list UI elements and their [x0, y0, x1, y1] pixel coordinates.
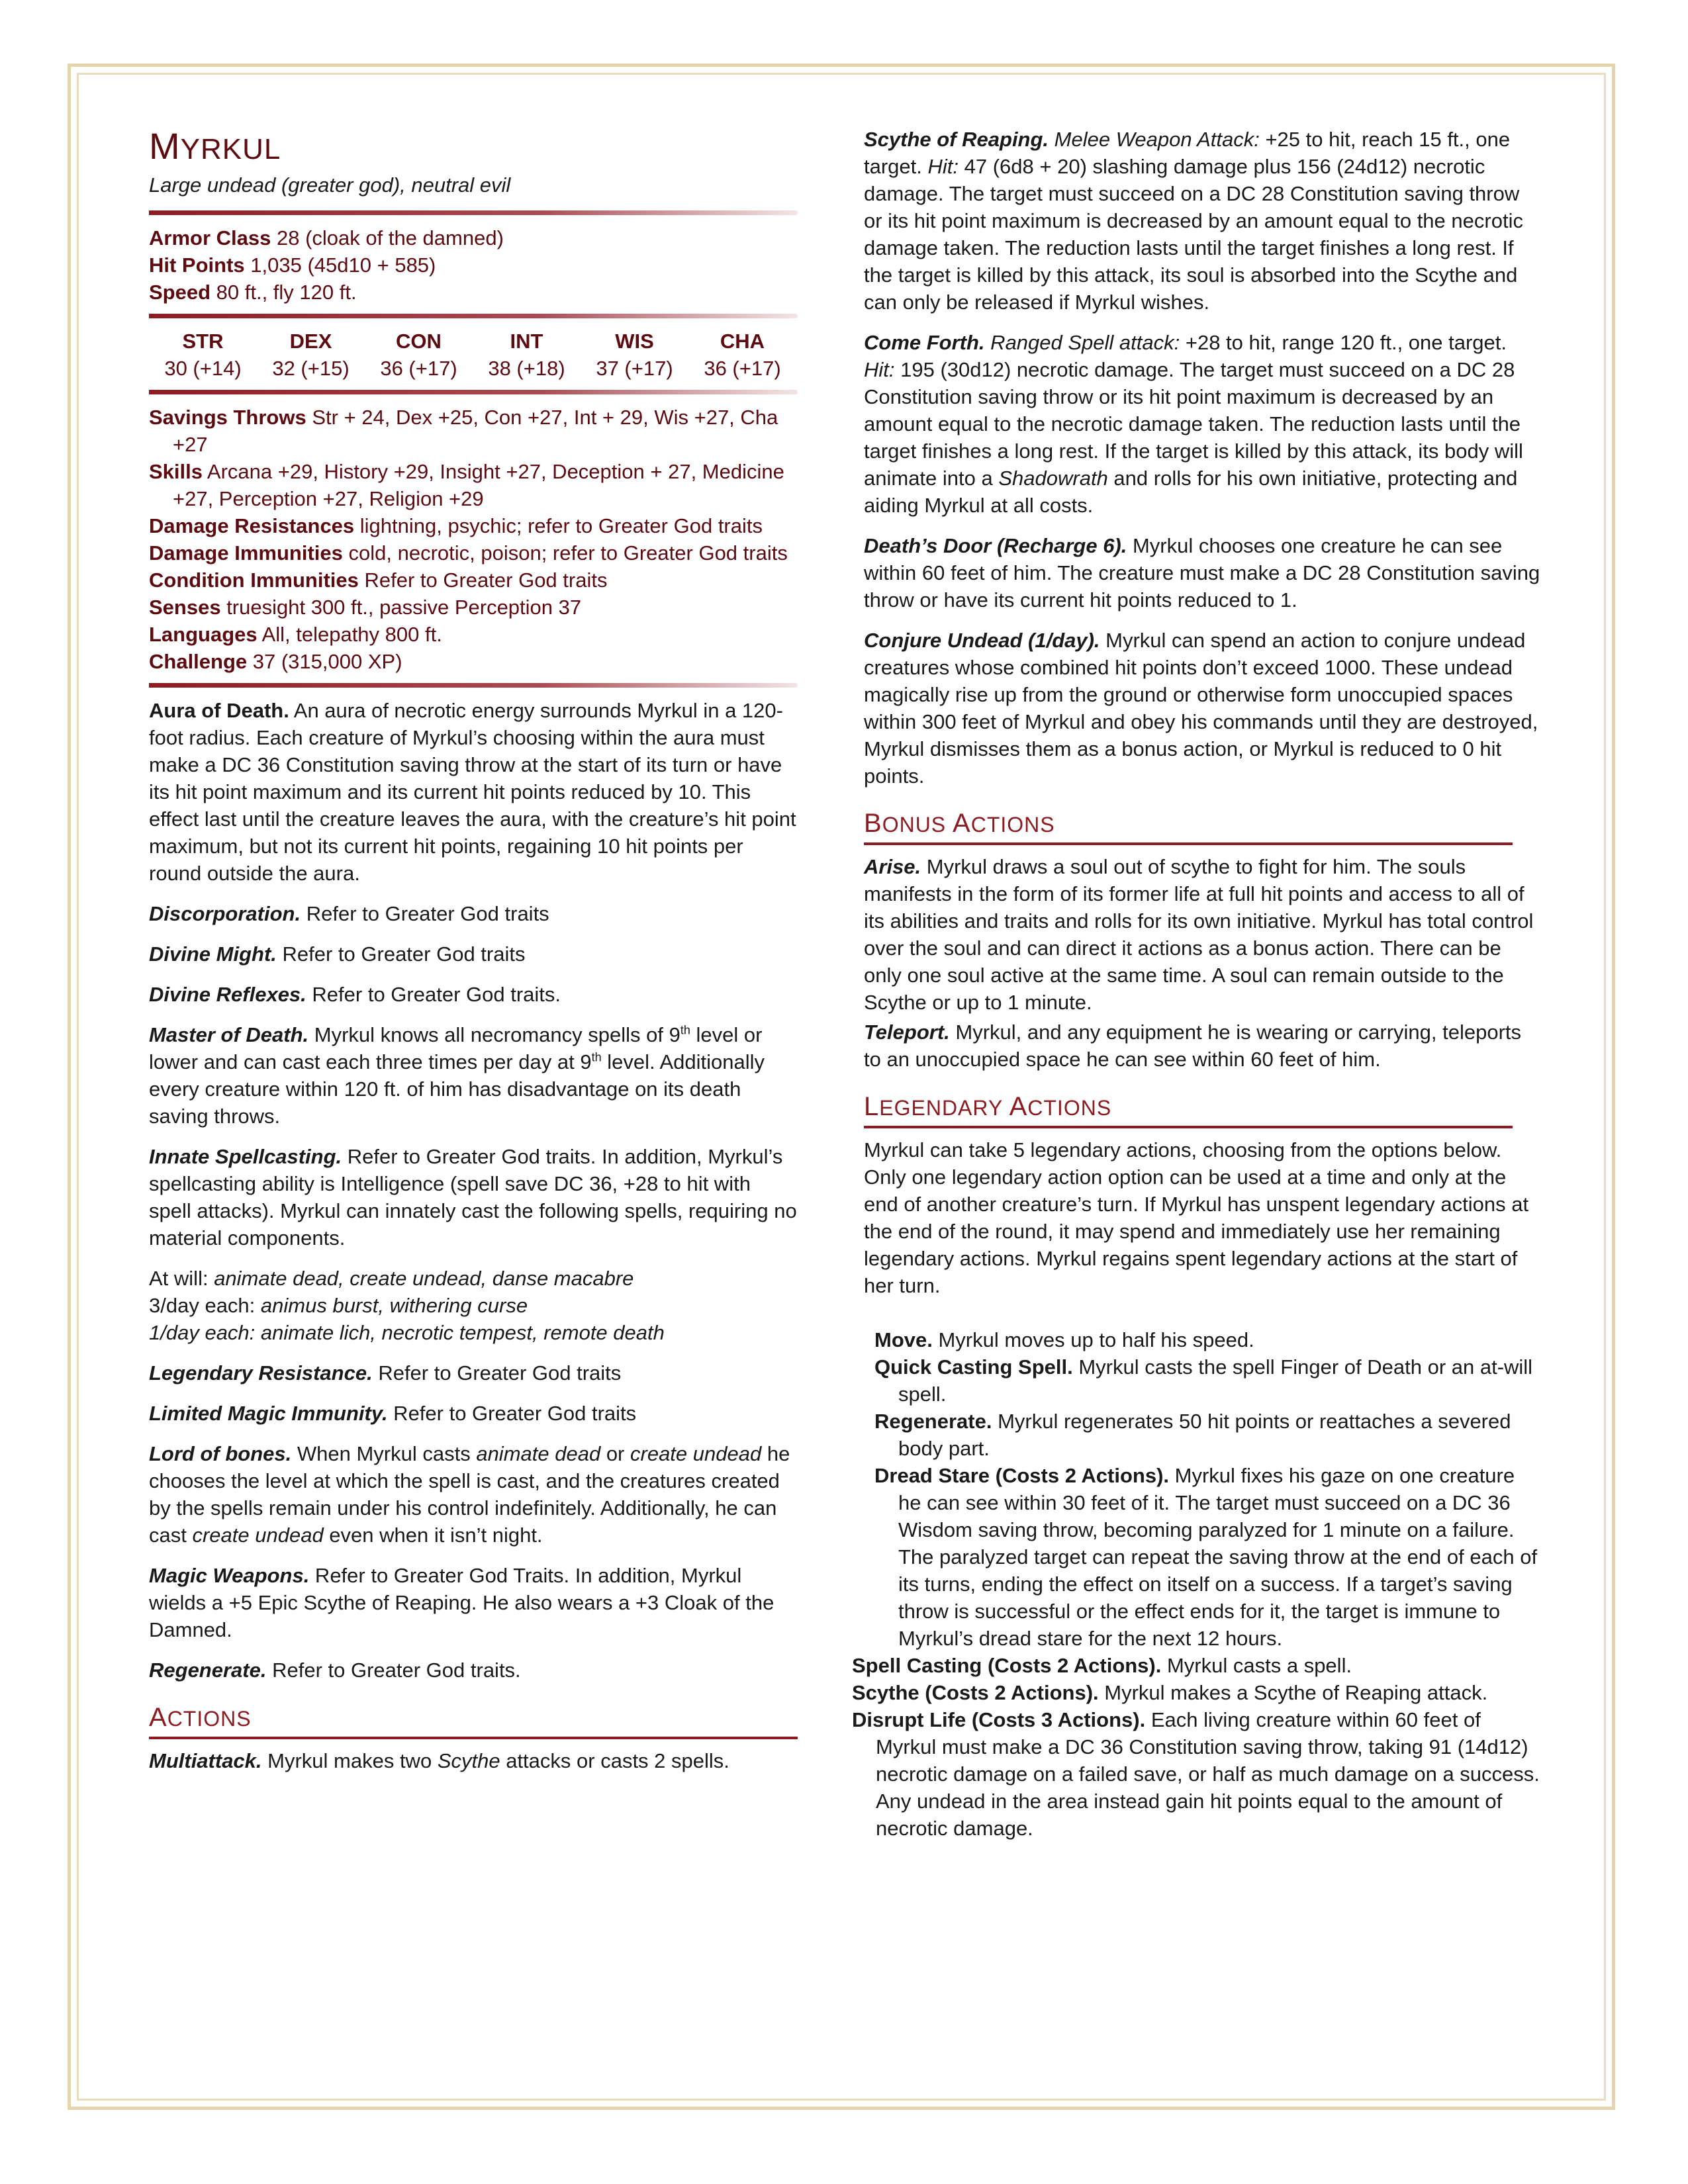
ability-value: 32 (+15)	[272, 357, 350, 380]
trait-magic-weapons: Magic Weapons. Refer to Greater God Traits. In addition, Myrkul wields a +5 Epic Scythe of Reaping. He also wears a +3 Cloak of the Damned.	[149, 1564, 774, 1641]
armor-class: Armor Class 28 (cloak of the damned)	[149, 226, 504, 250]
trait-legendary-resistance: Legendary Resistance. Refer to Greater God traits	[149, 1361, 622, 1385]
trait-divine-reflexes: Divine Reflexes. Refer to Greater God traits.	[149, 983, 561, 1006]
ability-value: 37 (+17)	[596, 357, 673, 380]
legendary-disrupt-life: Disrupt Life (Costs 3 Actions). Each living creature within 60 feet of Myrkul must make a DC 36 Constitution saving throw, taking 91 (14d12) necrotic damage on a failed save, or half as much damage on a success. Any undead in the area instead gain hit points equal to the amount of necrotic damage.	[852, 1708, 1540, 1840]
traits	[149, 697, 798, 1684]
ability-header: WIS	[615, 330, 654, 353]
monster-type: Large undead (greater god), neutral evil	[149, 173, 511, 197]
legendary-regenerate: Regenerate. Myrkul regenerates 50 hit points or reattaches a severed body part.	[874, 1410, 1511, 1460]
divider	[149, 210, 798, 215]
trait-divine-might: Divine Might. Refer to Greater God traits	[149, 942, 526, 966]
damage-resistances: Damage Resistances lightning, psychic; refer to Greater God traits	[149, 514, 763, 537]
ability-values	[149, 355, 798, 382]
action-come-forth: Come Forth. Ranged Spell attack: +28 to hit, range 120 ft., one target. Hit: 195 (30d12) necrotic damage. The target must succeed on a DC 28 Constitution saving throw or its hit point maximum is decreased by an amount equal to the necrotic damage taken. The reduction lasts until the target finishes a long rest. If the target is killed by this attack, its body will animate into a Shadowrath and rolls for his own initiative, protecting and aiding Myrkul at all costs.	[864, 331, 1523, 517]
action-conjure-undead: Conjure Undead (1/day). Myrkul can spend an action to conjure undead creatures whose combined hit points don’t exceed 1000. These undead magically rise up from the ground or otherwise form unoccupied spaces within 300 feet of Myrkul and obey his commands until they are destroyed, Myrkul dismisses them as a bonus action, or Myrkul is reduced to 0 hit points.	[864, 629, 1538, 788]
bonus-arise: Arise. Myrkul draws a soul out of scythe to fight for him. The souls manifests in the form of its former life at full hit points and access to all of its abilities and traits and rolls for its own initiative. Myrkul has total control over the soul and can direct it actions as a bonus action. There can be only one soul active at the same time. A soul can remain outside to the Scythe or up to 1 minute.	[864, 855, 1534, 1014]
right-column	[852, 126, 1542, 1842]
legendary-scythe: Scythe (Costs 2 Actions). Myrkul makes a Scythe of Reaping attack.	[852, 1681, 1488, 1704]
senses: Senses truesight 300 ft., passive Perception 37	[149, 596, 582, 619]
ability-value: 36 (+17)	[704, 357, 781, 380]
divider	[149, 683, 798, 688]
damage-immunities: Damage Immunities cold, necrotic, poison; refer to Greater God traits	[149, 541, 788, 565]
trait-regenerate: Regenerate. Refer to Greater God traits.	[149, 1659, 521, 1682]
action-scythe-of-reaping: Scythe of Reaping. Melee Weapon Attack: +25 to hit, reach 15 ft., one target. Hit: 47 (6d8 + 20) slashing damage plus 156 (24d12) necrotic damage. The target must succeed on a DC 28 Constitution saving throw or its hit point maximum is decreased by an amount equal to the necrotic damage taken. The reduction lasts until the target finishes a long rest. If the target is killed by this attack, its soul is absorbed into the Scythe and can only be released if Myrkul wishes.	[864, 128, 1523, 314]
ability-headers	[149, 328, 798, 355]
actions-heading: ACTIONS	[149, 1702, 798, 1739]
defense-block	[149, 224, 798, 306]
legendary-quick-casting: Quick Casting Spell. Myrkul casts the spell Finger of Death or an at-will spell.	[874, 1355, 1533, 1406]
trait-discorporation: Discorporation. Refer to Greater God traits	[149, 902, 549, 925]
hit-points: Hit Points 1,035 (45d10 + 585)	[149, 253, 436, 277]
trait-aura-of-death: Aura of Death. An aura of necrotic energy surrounds Myrkul in a 120-foot radius. Each creature of Myrkul’s choosing within the aura must make a DC 36 Constitution saving throw at the start of its turn or have its hit point maximum and its current hit points reduced by 10. This effect last until the creature leaves the aura, with the creature’s hit point maximum, but not its current hit points, regaining 10 hit points per round outside the aura.	[149, 699, 796, 885]
condition-immunities: Condition Immunities Refer to Greater God traits	[149, 569, 608, 592]
action-deaths-door: Death’s Door (Recharge 6). Myrkul chooses one creature he can see within 60 feet of him. The creature must make a DC 28 Constitution saving throw or have its current hit points reduced to 1.	[864, 534, 1540, 612]
trait-innate-spellcasting: Innate Spellcasting. Refer to Greater God traits. In addition, Myrkul’s spellcasting ability is Intelligence (spell save DC 36, +28 to hit with spell attacks). Myrkul can innately cast the following spells, requiring no material components.	[149, 1145, 797, 1250]
speed: Speed 80 ft., fly 120 ft.	[149, 281, 357, 304]
ability-scores	[149, 328, 798, 382]
left-column	[149, 126, 798, 1788]
legendary-intro: Myrkul can take 5 legendary actions, choosing from the options below. Only one legendary action option can be used at a time and only at the end of another creature’s turn. If Myrkul has unspent legendary actions at the end of the round, it may spend and immediately use her remaining legendary actions. Myrkul regains spent legendary actions at the start of her turn.	[864, 1138, 1529, 1297]
ability-value: 38 (+18)	[488, 357, 565, 380]
languages: Languages All, telepathy 800 ft.	[149, 623, 442, 646]
legendary-actions-heading: LEGENDARY ACTIONS	[864, 1091, 1513, 1128]
action-multiattack: Multiattack. Myrkul makes two Scythe attacks or casts 2 spells.	[149, 1749, 729, 1772]
skills: Skills Arcana +29, History +29, Insight +27, Deception + 27, Medicine +27, Perception +27, Religion +29	[149, 460, 784, 510]
ability-header: INT	[510, 330, 543, 353]
ability-header: DEX	[289, 330, 332, 353]
stats-block	[149, 404, 798, 675]
trait-limited-magic-immunity: Limited Magic Immunity. Refer to Greater God traits	[149, 1402, 637, 1425]
challenge: Challenge 37 (315,000 XP)	[149, 650, 402, 673]
legendary-spell-casting: Spell Casting (Costs 2 Actions). Myrkul casts a spell.	[852, 1654, 1352, 1677]
divider	[149, 314, 798, 318]
legendary-list	[852, 1326, 1542, 1842]
ability-header: CON	[396, 330, 442, 353]
trait-master-of-death: Master of Death. Myrkul knows all necromancy spells of 9th level or lower and can cast each three times per day at 9th level. Additionally every creature within 120 ft. of him has disadvantage on its death saving throws.	[149, 1023, 765, 1128]
saving-throws: Savings Throws Str + 24, Dex +25, Con +27, Int + 29, Wis +27, Cha +27	[149, 406, 778, 456]
ability-value: 30 (+14)	[164, 357, 242, 380]
bonus-actions-heading: BONUS ACTIONS	[864, 808, 1513, 845]
spell-list: At will: animate dead, create undead, danse macabre 3/day each: animus burst, withering curse 1/day each: animate lich, necrotic tempest, remote death	[149, 1267, 665, 1344]
bonus-teleport: Teleport. Myrkul, and any equipment he is wearing or carrying, teleports to an unoccupied space he can see within 60 feet of him.	[864, 1021, 1522, 1071]
legendary-move: Move. Myrkul moves up to half his speed.	[874, 1328, 1254, 1351]
ability-value: 36 (+17)	[380, 357, 457, 380]
divider	[149, 390, 798, 394]
monster-name: MYRKUL	[149, 125, 281, 167]
ability-header: STR	[182, 330, 224, 353]
legendary-dread-stare: Dread Stare (Costs 2 Actions). Myrkul fixes his gaze on one creature he can see within 30 feet of it. The target must succeed on a DC 36 Wisdom saving throw, becoming paralyzed for 1 minute on a failure. The paralyzed target can repeat the saving throw at the end of each of its turns, ending the effect on itself on a success. If a target’s saving throw is successful or the effect ends for it, the target is immune to Myrkul’s dread stare for the next 12 hours.	[874, 1464, 1538, 1650]
ability-header: CHA	[720, 330, 765, 353]
trait-lord-of-bones: Lord of bones. When Myrkul casts animate dead or create undead he chooses the level at which the spell is cast, and the creatures created by the spells remain under his control indefinitely. Additionally, he can cast create undead even when it isn’t night.	[149, 1442, 790, 1547]
